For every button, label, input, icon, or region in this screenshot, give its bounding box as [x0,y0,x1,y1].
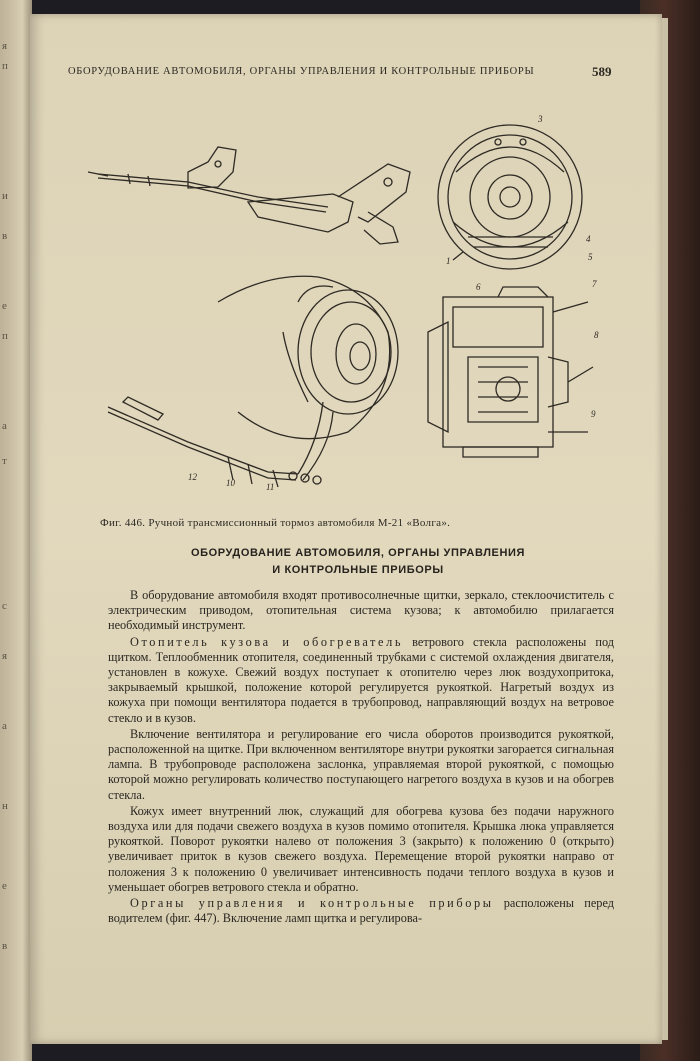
drum-brake-perspective-view [108,276,398,487]
figure-caption: Фиг. 446. Ручной трансмиссионный тормоз автомобиля М-21 «Волга». [100,517,451,529]
callout-5: 5 [588,252,593,262]
section-title [90,545,626,579]
left-page-edge: я п и в е п а т с я а н е в [0,0,32,1061]
technical-figure [68,102,628,502]
page-number: 589 [592,64,612,79]
callout-1: 1 [446,256,451,266]
paragraph-5-lead: Органы управления и контрольные приборы [130,896,494,911]
paragraph-5 [108,896,614,926]
body-text [108,588,614,927]
callout-8: 8 [594,330,599,340]
brake-diagram [68,102,628,502]
brake-cross-section [428,287,593,457]
paragraph-2 [108,635,614,726]
paragraph-4: Кожух имеет внутренний люк, служащий для обогрева кузова без подачи наружного воздуха или для подачи свежего воздуха в кузов помимо отопителя. Крышка люка управляется рукояткой. Поворот рукоятки налево от положения 3 (закрыто) к положению 0 (открыто) увеличивает приток в кузов свежего воздуха. Перемещение второй рукоятки направо от положения 3 к положению 0 увеличивает интенсивность подачи теплого воздуха в кузов и уменьшает обогрев ветрового стекла и обратно. [108,803,614,894]
callout-10: 10 [226,478,235,488]
paragraph-5-rest: расположены перед водителем (фиг. 447). Включение ламп щитка и регулирова- [108,896,614,926]
paragraph-2-lead: Отопитель кузова и обогреватель [130,634,404,649]
section-title-line-1: ОБОРУДОВАНИЕ АВТОМОБИЛЯ, ОРГАНЫ УПРАВЛЕНИЯ [190,547,526,559]
callout-7: 7 [592,279,597,289]
paragraph-3: Включение вентилятора и регулирование его числа оборотов производится рукояткой, расположенной на щитке. При включенном вентиляторе внутри рукоятки загорается сигнальная лампа. В трубопроводе расположена заслонка, управляемая второй рукояткой, с помощью которой можно регулировать количество поступающего нагретого воздуха в кузов и на обогрев стекла. [108,726,614,802]
running-header: ОБОРУДОВАНИЕ АВТОМОБИЛЯ, ОРГАНЫ УПРАВЛЕНИЯ И КОНТРОЛЬНЫЕ ПРИБОРЫ [68,66,535,77]
callout-4: 4 [586,234,591,244]
paragraph-2-rest: ветрового стекла расположены под щитком. Теплообменник отопителя, соединенный трубками с системой охлаждения двигателя, установлен в кожухе. Свежий воздух поступает к отопителю через люк воздухопритока, закрываемый крышкой, положение которой регулируется рукояткой. Нагретый воздух из кожуха при помощи вентилятора подается в трубопровод, направляющий воздух на ветровое стекло и в кузов. [108,634,614,725]
callout-12: 12 [188,472,197,482]
callout-3: 3 [538,114,543,124]
callout-9: 9 [591,409,596,419]
section-title-line-2: И КОНТРОЛЬНЫЕ ПРИБОРЫ [272,564,444,576]
paragraph-1: В оборудование автомобиля входят противосолнечные щитки, зеркало, стеклоочиститель с электрическим приводом, отопительная система кузова; к автомобилю прилагается необходимый инструмент. [108,588,614,633]
callout-11: 11 [266,482,275,492]
callout-6: 6 [476,282,481,292]
handbrake-lever-drawing [88,147,410,244]
drum-brake-front-view [438,125,582,269]
book-page [30,14,662,1044]
